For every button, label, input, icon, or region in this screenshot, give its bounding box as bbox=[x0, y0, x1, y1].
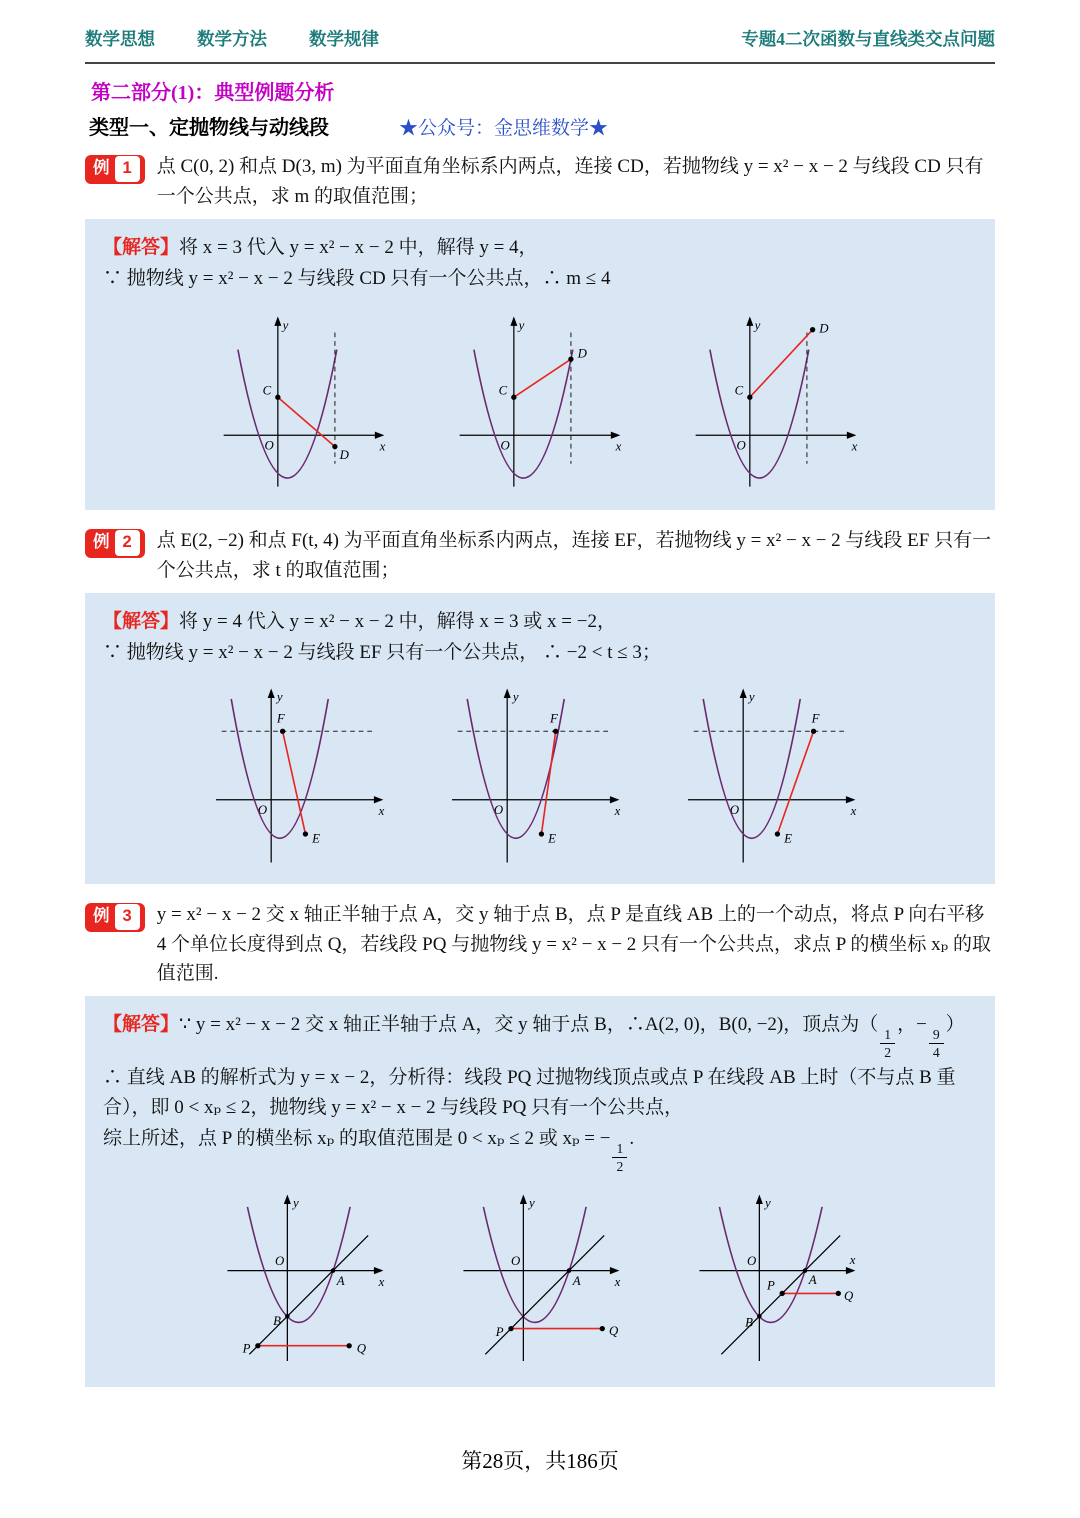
solution-line: ∵ 抛物线 y = x² − x − 2 与线段 CD 只有一个公共点，∴ m ≤ 4 bbox=[103, 268, 611, 290]
origin-label: O bbox=[736, 438, 746, 453]
point-E bbox=[303, 831, 308, 836]
x-axis-label: x bbox=[614, 803, 621, 818]
point-A-label: A bbox=[336, 1274, 345, 1289]
type-title: 类型一、定抛物线与动线段 bbox=[89, 117, 329, 140]
point-P-label: P bbox=[242, 1341, 251, 1356]
y-axis-arrow bbox=[746, 316, 753, 326]
x-axis-arrow bbox=[846, 1267, 856, 1274]
y-axis-label: y bbox=[512, 689, 519, 704]
fraction-one-half bbox=[880, 1026, 895, 1061]
point-C-label: C bbox=[262, 383, 272, 398]
example-badge-word: 例 bbox=[93, 159, 110, 178]
y-axis-label: y bbox=[282, 318, 289, 333]
origin-label: O bbox=[257, 802, 268, 817]
x-axis-arrow bbox=[375, 432, 385, 439]
point-P bbox=[508, 1326, 513, 1331]
graph-ex2-case3 bbox=[669, 678, 883, 868]
point-C bbox=[511, 394, 516, 399]
page-number: 第28页，共186页 bbox=[461, 1449, 619, 1474]
y-axis-arrow bbox=[284, 1195, 291, 1205]
point-P-label: P bbox=[495, 1325, 504, 1340]
y-axis-label: y bbox=[754, 318, 761, 333]
y-axis-arrow bbox=[740, 688, 747, 698]
solution-line bbox=[103, 1124, 977, 1175]
x-axis-arrow bbox=[374, 1267, 384, 1274]
type-title-row bbox=[89, 113, 995, 144]
graph-row-ex3 bbox=[103, 1185, 977, 1370]
x-axis-label: x bbox=[851, 439, 858, 454]
example-badge-word: 例 bbox=[93, 907, 110, 926]
solution-text: 将 y = 4 代入 y = x² − x − 2 中，解得 x = 3 或 x = −2， bbox=[179, 610, 616, 632]
segment-FE bbox=[541, 731, 555, 834]
point-E-label: E bbox=[548, 831, 556, 846]
example-badge-word: 例 bbox=[93, 533, 110, 552]
solution-line bbox=[103, 607, 977, 636]
graph-ex2-case2 bbox=[433, 678, 647, 868]
parabola-curve bbox=[474, 350, 573, 478]
y-axis-arrow bbox=[510, 316, 517, 326]
point-B bbox=[757, 1314, 762, 1319]
parabola-curve bbox=[703, 699, 800, 838]
segment-CD bbox=[750, 330, 813, 398]
y-axis-label: y bbox=[293, 1196, 299, 1211]
example-3-badge bbox=[85, 903, 145, 932]
example-1-answer-block bbox=[85, 219, 995, 510]
point-B-label: B bbox=[273, 1314, 281, 1329]
point-C-label: C bbox=[498, 383, 508, 398]
x-axis-arrow bbox=[610, 1267, 620, 1274]
example-1-row bbox=[85, 152, 995, 211]
point-Q-label: Q bbox=[608, 1324, 619, 1339]
graph-row-ex1 bbox=[103, 304, 977, 494]
x-axis-arrow bbox=[847, 432, 857, 439]
graph-ex1-case2 bbox=[433, 304, 647, 494]
origin-label: O bbox=[500, 438, 510, 453]
point-A bbox=[803, 1269, 808, 1274]
solution-text: 将 x = 3 代入 y = x² − x − 2 中，解得 y = 4， bbox=[179, 237, 538, 258]
y-axis-label: y bbox=[765, 1196, 771, 1211]
fraction-nine-fourths bbox=[929, 1026, 944, 1061]
x-axis-arrow bbox=[611, 432, 621, 439]
answer-label: 【解答】 bbox=[103, 237, 180, 258]
point-F-label: F bbox=[549, 711, 558, 726]
point-D-label: D bbox=[577, 346, 587, 361]
point-F bbox=[280, 728, 285, 733]
point-A bbox=[567, 1269, 572, 1274]
example-3-row bbox=[85, 900, 995, 988]
solution-line: ∴ 直线 AB 的解析式为 y = x − 2，分析得：线段 PQ 过抛物线顶点或点 P 在线段 AB 上时（不与点 B 重合），即 0 < xₚ ≤ 2，抛物线 y = x² − x − 2 与线段 PQ 只有一个公共点， bbox=[103, 1067, 956, 1118]
parabola-curve bbox=[238, 350, 337, 478]
point-A-label: A bbox=[572, 1274, 581, 1289]
header-motto-3: 数学规律 bbox=[309, 29, 379, 49]
point-D bbox=[810, 327, 815, 332]
point-B-label: B bbox=[745, 1316, 753, 1331]
solution-text: ） bbox=[945, 1014, 965, 1036]
point-D-label: D bbox=[819, 321, 829, 336]
example-3-text: y = x² − x − 2 交 x 轴正半轴于点 A，交 y 轴于点 B，点 P 是直线 AB 上的一个动点，将点 P 向右平移 4 个单位长度得到点 Q，若线段 PQ 与抛物线 y = x² − x − 2 只有一个公共点，求点 P 的横坐标 xₚ 的取值范围. bbox=[156, 904, 992, 984]
example-1-number: 1 bbox=[115, 156, 140, 182]
example-2-row bbox=[85, 526, 995, 585]
graph-ex1-case3 bbox=[669, 304, 883, 494]
fraction-denominator: 4 bbox=[932, 1045, 940, 1061]
y-axis-label: y bbox=[529, 1196, 535, 1211]
point-E bbox=[775, 831, 780, 836]
y-axis-arrow bbox=[520, 1195, 527, 1205]
solution-text: . bbox=[629, 1128, 635, 1150]
wechat-account-label: ★公众号：金思维数学★ bbox=[399, 118, 609, 140]
solution-text: 综上所述，点 P 的横坐标 xₚ 的取值范围是 0 < xₚ ≤ 2 或 xₚ = − bbox=[103, 1128, 611, 1150]
origin-label: O bbox=[729, 802, 740, 817]
header-topic-title: 专题4二次函数与直线类交点问题 bbox=[741, 29, 995, 49]
fraction-numerator: 1 bbox=[880, 1026, 895, 1044]
fraction-denominator: 2 bbox=[616, 1159, 624, 1175]
x-axis-arrow bbox=[610, 796, 620, 803]
point-C bbox=[747, 394, 752, 399]
example-3-number: 3 bbox=[115, 904, 140, 930]
segment-CD bbox=[514, 359, 571, 397]
graph-ex2-case1 bbox=[197, 678, 411, 868]
point-C-label: C bbox=[734, 383, 744, 398]
y-axis-label: y bbox=[276, 689, 283, 704]
y-axis-arrow bbox=[504, 688, 511, 698]
point-Q bbox=[347, 1344, 352, 1349]
origin-label: O bbox=[264, 438, 274, 453]
point-D-label: D bbox=[339, 447, 349, 462]
y-axis-arrow bbox=[268, 688, 275, 698]
graph-ex1-case1 bbox=[197, 304, 411, 494]
point-F-label: F bbox=[811, 711, 820, 726]
fraction-numerator: 1 bbox=[612, 1140, 627, 1158]
header-motto-1: 数学思想 bbox=[85, 29, 155, 49]
point-F bbox=[553, 728, 558, 733]
header-motto-2: 数学方法 bbox=[197, 29, 267, 49]
origin-label: O bbox=[510, 1254, 521, 1269]
page-header bbox=[85, 26, 995, 64]
x-axis-label: x bbox=[850, 803, 857, 818]
point-A-label: A bbox=[808, 1273, 817, 1288]
answer-label: 【解答】 bbox=[103, 610, 180, 632]
point-Q-label: Q bbox=[356, 1341, 367, 1356]
point-P bbox=[780, 1291, 785, 1296]
point-D bbox=[568, 356, 573, 361]
example-2-number: 2 bbox=[115, 530, 140, 556]
y-axis-arrow bbox=[274, 316, 281, 326]
header-left-group bbox=[85, 26, 379, 53]
graph-ex3-case3 bbox=[669, 1185, 883, 1370]
point-B bbox=[285, 1314, 290, 1319]
point-E-label: E bbox=[784, 831, 792, 846]
point-Q bbox=[836, 1291, 841, 1296]
segment-FE bbox=[283, 731, 306, 834]
solution-line bbox=[103, 233, 977, 262]
x-axis-label: x bbox=[378, 1275, 385, 1290]
answer-label: 【解答】 bbox=[103, 1014, 180, 1036]
solution-text: ∵ y = x² − x − 2 交 x 轴正半轴于点 A，交 y 轴于点 B，∴A(2, 0)，B(0, −2)，顶点为（ bbox=[179, 1014, 879, 1036]
point-P-label: P bbox=[766, 1279, 775, 1294]
point-D bbox=[332, 444, 337, 449]
fraction-denominator: 2 bbox=[884, 1045, 892, 1061]
x-axis-label: x bbox=[378, 803, 385, 818]
y-axis-label: y bbox=[748, 689, 755, 704]
point-E bbox=[539, 831, 544, 836]
origin-label: O bbox=[493, 802, 504, 817]
origin-label: O bbox=[746, 1254, 757, 1269]
point-F-label: F bbox=[276, 711, 285, 726]
point-P bbox=[255, 1344, 260, 1349]
y-axis-arrow bbox=[756, 1195, 763, 1205]
point-Q-label: Q bbox=[843, 1289, 854, 1304]
example-2-answer-block bbox=[85, 593, 995, 884]
x-axis-arrow bbox=[374, 796, 384, 803]
solution-line bbox=[103, 1010, 977, 1061]
graph-ex3-case2 bbox=[433, 1185, 647, 1370]
example-2-badge bbox=[85, 529, 145, 558]
point-F bbox=[811, 728, 816, 733]
x-axis-label: x bbox=[849, 1253, 856, 1268]
x-axis-arrow bbox=[846, 796, 856, 803]
fraction-numerator: 9 bbox=[929, 1026, 944, 1044]
point-E-label: E bbox=[312, 831, 320, 846]
example-1-badge bbox=[85, 155, 145, 184]
line-AB bbox=[249, 1236, 368, 1355]
x-axis-label: x bbox=[379, 439, 386, 454]
example-3-answer-block bbox=[85, 996, 995, 1387]
graph-ex3-case1 bbox=[197, 1185, 411, 1370]
solution-line: ∵ 抛物线 y = x² − x − 2 与线段 EF 只有一个公共点， ∴ −2 < t ≤ 3； bbox=[103, 642, 661, 664]
point-A bbox=[331, 1269, 336, 1274]
segment-CD bbox=[278, 397, 335, 446]
origin-label: O bbox=[274, 1254, 285, 1269]
graph-row-ex2 bbox=[103, 678, 977, 868]
y-axis-label: y bbox=[518, 318, 525, 333]
point-C bbox=[275, 394, 280, 399]
section-title: 第二部分(1)：典型例题分析 bbox=[91, 82, 335, 105]
solution-text: ，− bbox=[897, 1014, 927, 1036]
x-axis-label: x bbox=[614, 1275, 621, 1290]
example-2-text: 点 E(2, −2) 和点 F(t, 4) 为平面直角坐标系内两点，连接 EF，若抛物线 y = x² − x − 2 与线段 EF 只有一个公共点，求 t 的取值范围； bbox=[156, 530, 992, 581]
parabola-curve bbox=[710, 350, 809, 478]
point-Q bbox=[600, 1326, 605, 1331]
x-axis-label: x bbox=[615, 439, 622, 454]
fraction-answer bbox=[612, 1140, 627, 1175]
example-1-text: 点 C(0, 2) 和点 D(3, m) 为平面直角坐标系内两点，连接 CD，若抛物线 y = x² − x − 2 与线段 CD 只有一个公共点，求 m 的取值范围； bbox=[156, 156, 984, 207]
